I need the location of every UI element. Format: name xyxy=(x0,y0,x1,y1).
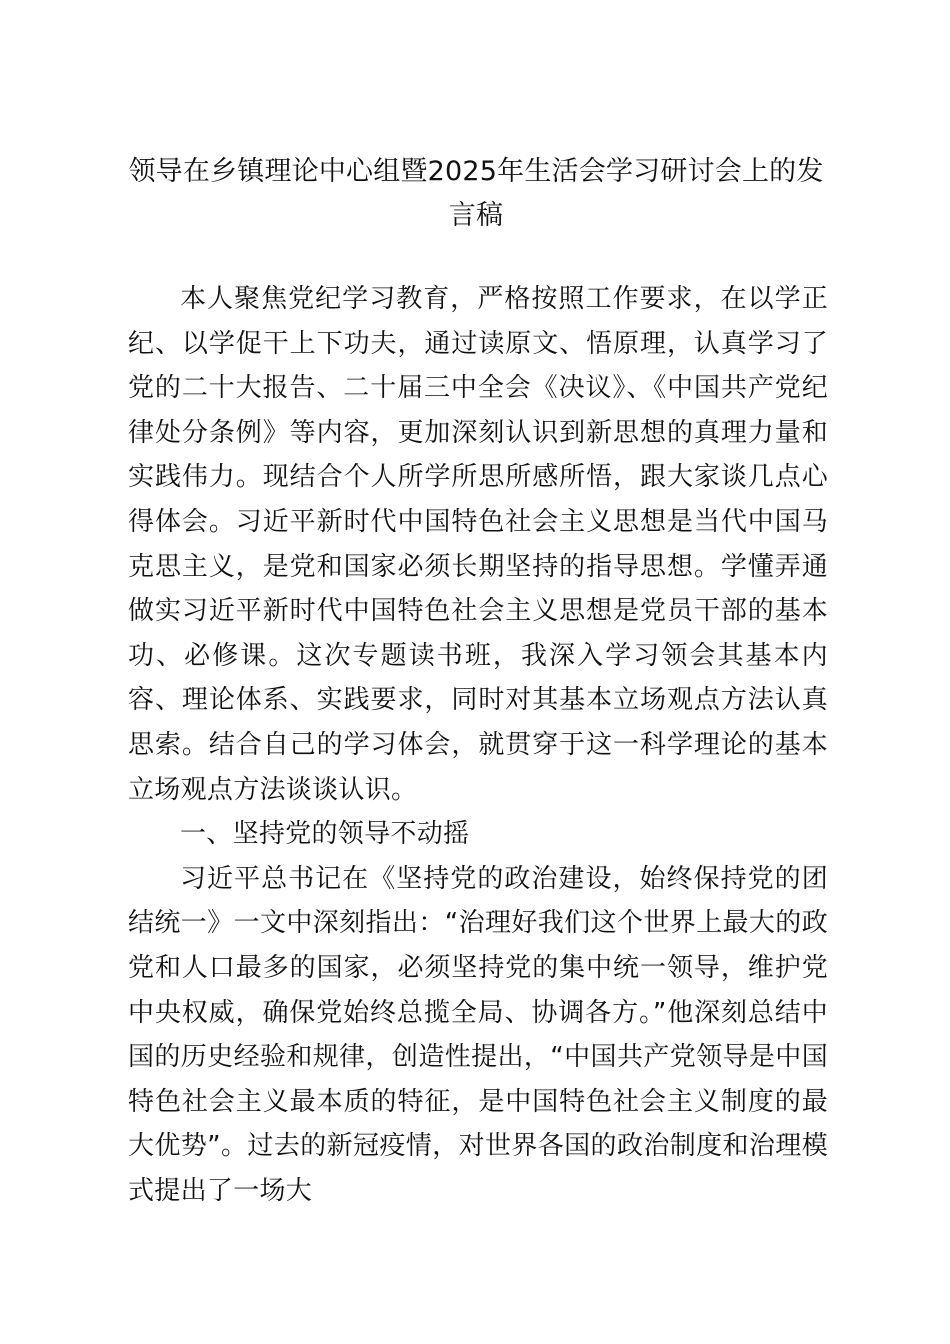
section-heading-1: 一、坚持党的领导不动摇 xyxy=(180,819,470,850)
paragraph-section-1: 习近平总书记在《坚持党的政治建设，始终保持党的团结统一》一文中深刻指出：“治理好我们这个世界上最大的政党和人口最多的国家，必须坚持党的集中统一领导，维护党中央权威，确保党始终总揽全局、协调各方。”他深刻总结中国的历史经验和规律，创造性提出，“中国共产党领导是中国特色社会主义最本质的特征，是中国特色社会主义制度的最大优势”。过去的新冠疫情，对世界各国的政治制度和治理模式提出了一场大 xyxy=(128,863,828,1206)
paragraph-intro: 本人聚焦党纪学习教育，严格按照工作要求，在以学正纪、以学促干上下功夫，通过读原文、悟原理，认真学习了党的二十大报告、二十届三中全会《决议》、《中国共产党纪律处分条例》等内容，更加深刻认识到新思想的真理力量和实践伟力。现结合个人所学所思所感所悟，跟大家谈几点心得体会。习近平新时代中国特色社会主义思想是当代中国马克思主义，是党和国家必须长期坚持的指导思想。学懂弄通做实习近平新时代中国特色社会主义思想是党员干部的基本功、必修课。这次专题读书班，我深入学习领会其基本内容、理论体系、实践要求，同时对其基本立场观点方法认真思索。结合自己的学习体会，就贯穿于这一科学理论的基本立场观点方法谈谈认识。 xyxy=(128,284,828,805)
document-title: 领导在乡镇理论中心组暨2025年生活会学习研讨会上的发言稿 xyxy=(128,156,824,231)
document-body xyxy=(128,277,828,1213)
